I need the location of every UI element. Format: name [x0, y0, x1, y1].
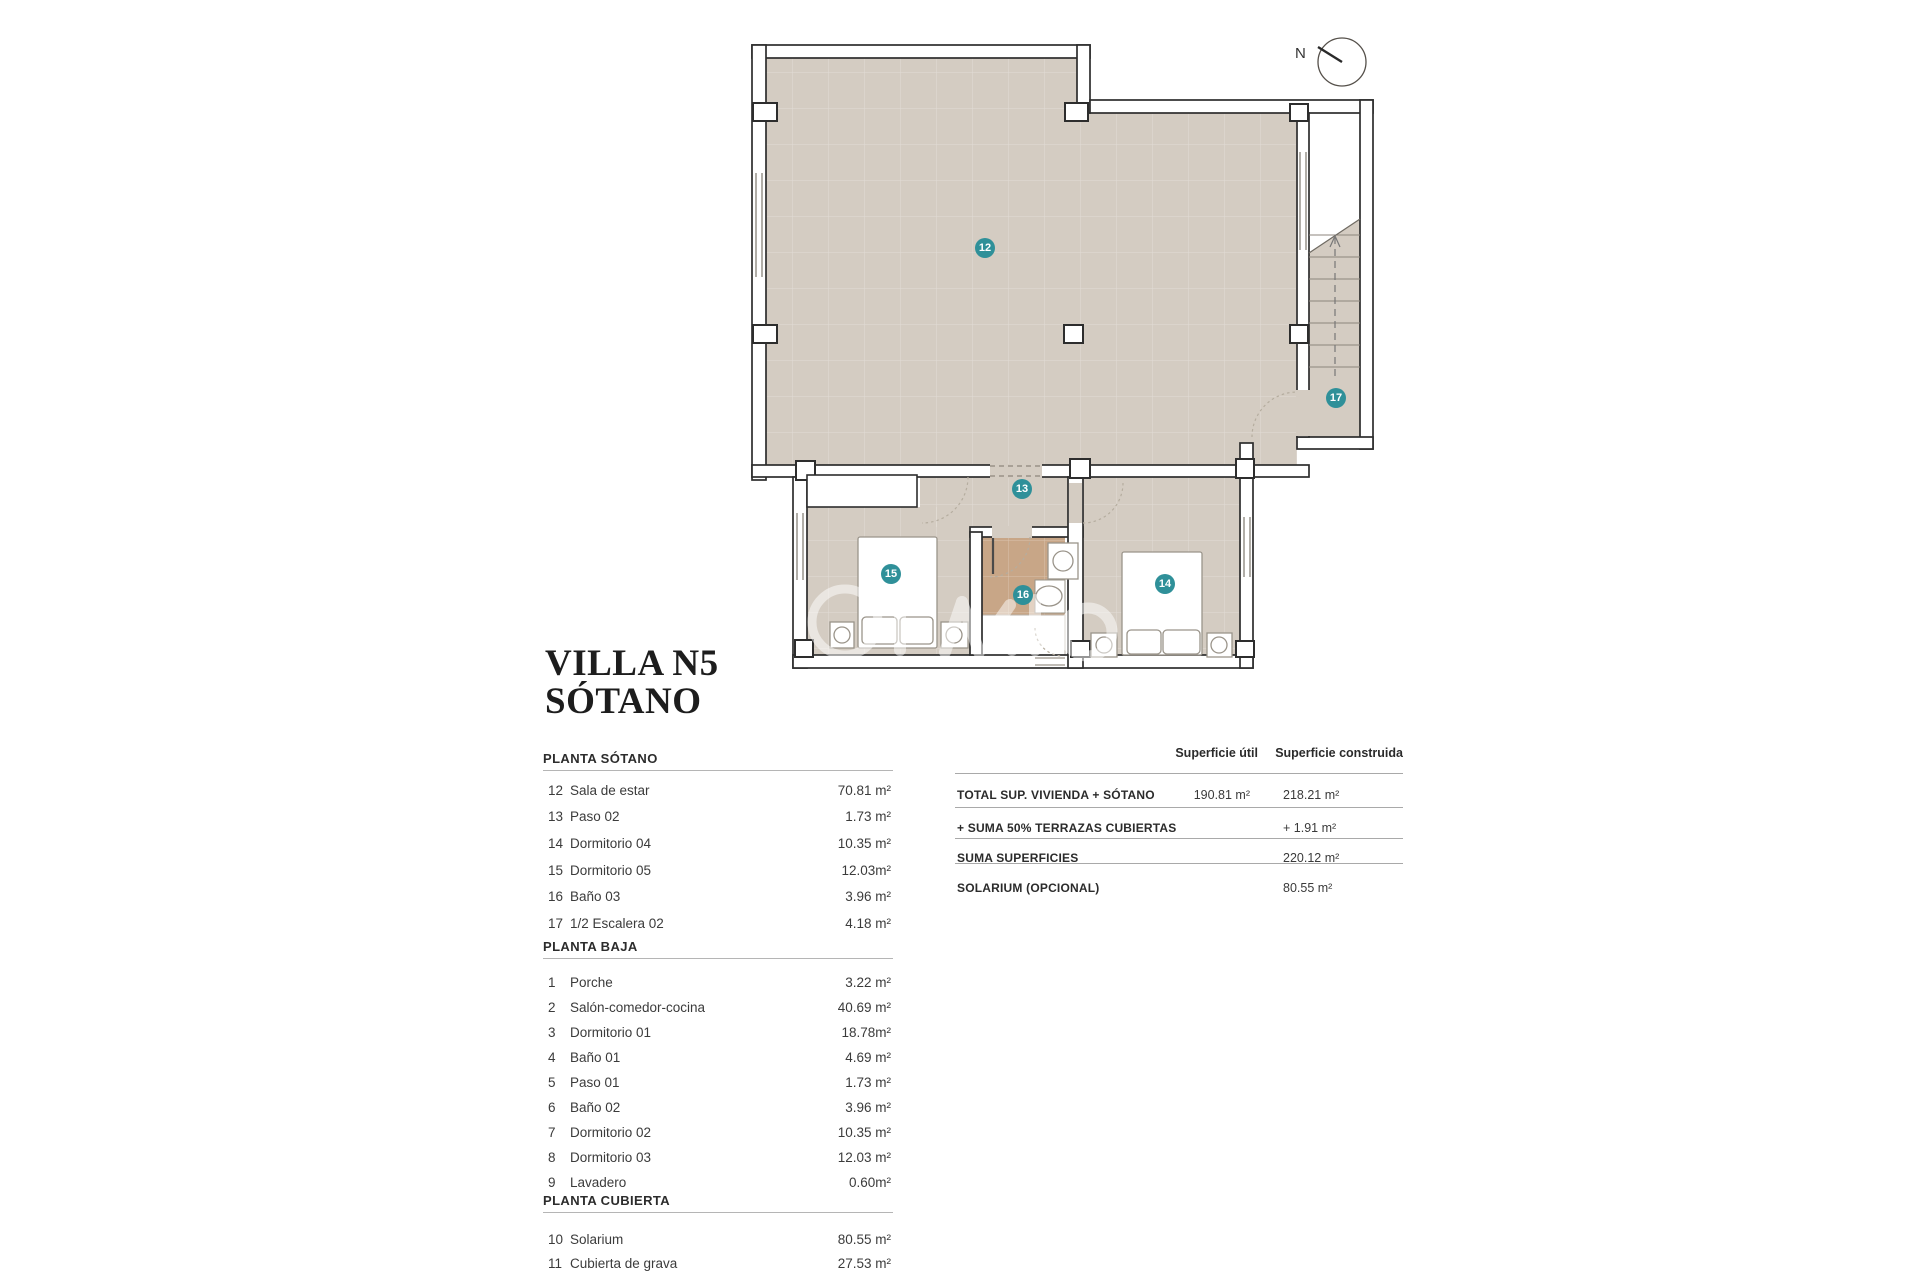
- divider: [955, 838, 1403, 839]
- room-number: 6: [548, 1100, 556, 1115]
- room-area: 3.96 m²: [845, 1100, 891, 1115]
- room-number: 16: [548, 889, 564, 905]
- room-badge-14: 14: [1155, 574, 1175, 594]
- room-badge-15: 15: [881, 564, 901, 584]
- room-area: 4.18 m²: [845, 915, 891, 931]
- room-area: 3.96 m²: [845, 889, 891, 905]
- room-label: Dormitorio 03: [570, 1150, 652, 1165]
- table-row: [543, 777, 893, 804]
- room-number: 3: [548, 1025, 556, 1040]
- room-number: 17: [548, 915, 564, 931]
- room-badge-13: 13: [1012, 479, 1032, 499]
- summary-row: [955, 845, 1403, 871]
- section-heading: PLANTA SÓTANO: [543, 751, 658, 766]
- summary-row-label: + SUMA 50% TERRAZAS CUBIERTAS: [957, 821, 1177, 835]
- plan-section: [543, 751, 893, 937]
- table-row: [543, 804, 893, 831]
- room-label: Dormitorio 04: [570, 835, 652, 851]
- room-number: 14: [548, 835, 564, 851]
- table-row: [543, 883, 893, 910]
- room-badge-17: 17: [1326, 388, 1346, 408]
- title-line2: SÓTANO: [545, 681, 702, 722]
- summary-row-util: 190.81 m²: [1193, 788, 1250, 802]
- summary-row: [955, 782, 1403, 808]
- room-area: 10.35 m²: [837, 835, 891, 851]
- room-area: 1.73 m²: [845, 1075, 891, 1090]
- room-label: Paso 02: [570, 809, 620, 825]
- table-row: [543, 830, 893, 857]
- summary-row: [955, 875, 1403, 901]
- table-row: [543, 857, 893, 884]
- room-number: 5: [548, 1075, 556, 1090]
- table-row: [543, 1145, 893, 1170]
- divider: [955, 773, 1403, 774]
- table-row: [543, 1070, 893, 1095]
- room-label: 1/2 Escalera 02: [570, 915, 664, 931]
- summary-row-label: SOLARIUM (OPCIONAL): [957, 881, 1100, 895]
- title-line1: VILLA N5: [545, 643, 719, 684]
- room-area: 18.78m²: [841, 1025, 891, 1040]
- room-area: 4.69 m²: [845, 1050, 891, 1065]
- room-area: 80.55 m²: [837, 1231, 891, 1247]
- table-row: [543, 1120, 893, 1145]
- divider: [955, 807, 1403, 808]
- summary-row-construida: + 1.91 m²: [1283, 821, 1337, 835]
- summary-col-header-util: Superficie útil: [1175, 746, 1258, 760]
- room-area: 1.73 m²: [845, 809, 891, 825]
- room-number: 15: [548, 862, 564, 878]
- north-label: N: [1295, 45, 1306, 62]
- table-row: [543, 1170, 893, 1195]
- divider: [955, 863, 1403, 864]
- summary-row-construida: 80.55 m²: [1283, 881, 1333, 895]
- room-label: Dormitorio 05: [570, 862, 652, 878]
- room-label: Baño 01: [570, 1050, 621, 1065]
- room-number: 10: [548, 1231, 564, 1247]
- summary-row-construida: 220.12 m²: [1283, 851, 1340, 865]
- summary-row-label: SUMA SUPERFICIES: [957, 851, 1079, 865]
- divider: [543, 1212, 893, 1213]
- closet: [807, 475, 917, 507]
- room-label: Baño 02: [570, 1100, 621, 1115]
- room-label: Baño 03: [570, 889, 621, 905]
- table-row: [543, 910, 893, 937]
- room-number: 7: [548, 1125, 556, 1140]
- room-label: Paso 01: [570, 1075, 620, 1090]
- room-label: Porche: [570, 975, 613, 990]
- summary-col-header-construida: Superficie construida: [1275, 746, 1403, 760]
- table-row: [543, 1020, 893, 1045]
- room-label: Cubierta de grava: [570, 1255, 678, 1271]
- room-number: 11: [548, 1255, 563, 1271]
- room-number: 12: [548, 782, 564, 798]
- room-label: Dormitorio 02: [570, 1125, 652, 1140]
- room-area: 40.69 m²: [837, 1000, 891, 1015]
- room-label: Solarium: [570, 1231, 624, 1247]
- room-badge-16: 16: [1013, 585, 1033, 605]
- section-heading: PLANTA BAJA: [543, 939, 638, 954]
- room-label: Sala de estar: [570, 782, 650, 798]
- north-arrow: [1295, 38, 1366, 86]
- room-label: Dormitorio 01: [570, 1025, 652, 1040]
- summary-row-construida: 218.21 m²: [1283, 788, 1340, 802]
- divider: [543, 958, 893, 959]
- divider: [543, 770, 893, 771]
- room-area: 0.60m²: [848, 1175, 891, 1190]
- room-area: 3.22 m²: [845, 975, 891, 990]
- summary-row-label: TOTAL SUP. VIVIENDA + SÓTANO: [957, 788, 1155, 802]
- room-number: 2: [548, 1000, 556, 1015]
- floor-plan: [740, 25, 1400, 685]
- shower-area: [978, 615, 1065, 655]
- room-area: 70.81 m²: [837, 782, 891, 798]
- table-row: [543, 1227, 893, 1251]
- page-title: [545, 645, 719, 721]
- room-number: 9: [548, 1175, 556, 1190]
- table-row: [543, 995, 893, 1020]
- plan-section: [543, 1193, 893, 1275]
- room-area: 10.35 m²: [837, 1125, 891, 1140]
- surface-summary-table: [955, 744, 1403, 904]
- table-row: [543, 1095, 893, 1120]
- table-row: [543, 1045, 893, 1070]
- plan-section: [543, 939, 893, 1195]
- section-heading: PLANTA CUBIERTA: [543, 1193, 671, 1208]
- room-number: 4: [548, 1050, 556, 1065]
- room-area: 12.03m²: [841, 862, 891, 878]
- table-row: [543, 970, 893, 995]
- free-column: [1064, 325, 1083, 343]
- room-badge-12: 12: [975, 238, 995, 258]
- table-row: [543, 1251, 893, 1275]
- room-area: 12.03 m²: [837, 1150, 891, 1165]
- room-number: 1: [548, 975, 556, 990]
- room-number: 8: [548, 1150, 556, 1165]
- room-label: Lavadero: [570, 1175, 627, 1190]
- room-number: 13: [548, 809, 564, 825]
- room-area: 27.53 m²: [837, 1255, 891, 1271]
- room-label: Salón-comedor-cocina: [570, 1000, 706, 1015]
